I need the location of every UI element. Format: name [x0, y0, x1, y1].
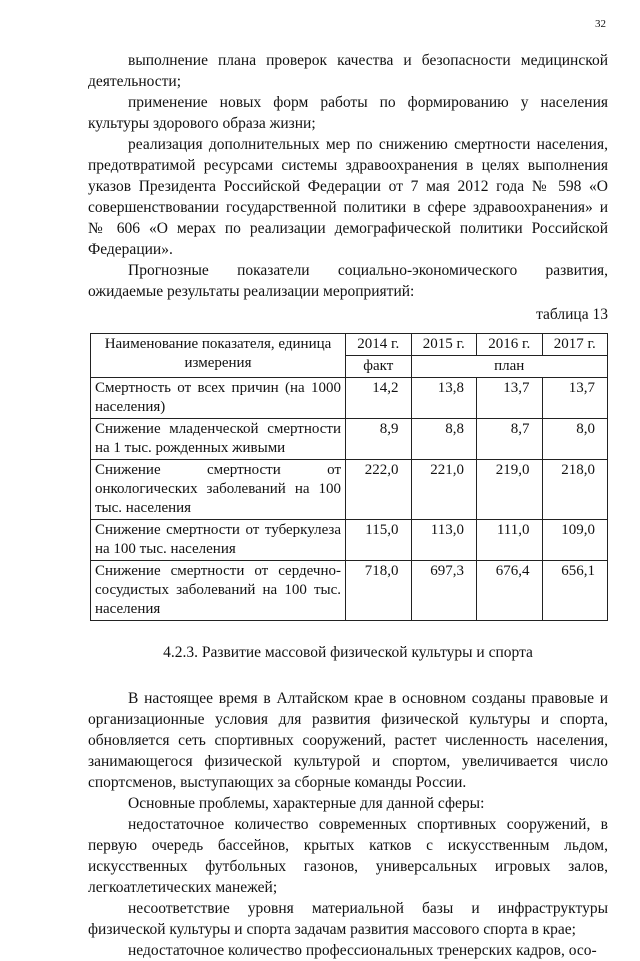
- plan-label: план: [411, 356, 608, 378]
- value-cell: 222,0: [346, 460, 412, 520]
- indicator-name: Снижение смертности от туберкулеза на 100 тыс. населения: [91, 520, 346, 561]
- paragraph: В настоящее время в Алтайском крае в основном созданы правовые и организационные условия для развития физической культуры и спорта, обновляется сеть спортивных сооружений, растет численность населения, занимающегося физической культурой и спортом, увеличивается число спортсменов, выступающих за сборные команды России.: [88, 690, 608, 791]
- indicators-table: [90, 333, 608, 621]
- value-cell: 13,8: [411, 378, 477, 419]
- table-row: [91, 419, 608, 460]
- value-cell: 8,9: [346, 419, 412, 460]
- column-header-year: 2016 г.: [477, 334, 543, 356]
- table-row: [91, 378, 608, 419]
- value-cell: 718,0: [346, 561, 412, 621]
- table-caption: таблица 13: [536, 306, 608, 323]
- paragraph: недостаточное количество современных спортивных сооружений, в первую очередь бассейнов, крытых катков с искусственным льдом, искусственных футбольных газонов, универсальных игровых залов, легкоатлетических манежей;: [88, 816, 608, 896]
- value-cell: 111,0: [477, 520, 543, 561]
- value-cell: 13,7: [477, 378, 543, 419]
- paragraph: реализация дополнительных мер по снижению смертности населения, предотвратимой ресурсами системы здравоохранения в целях выполнения указов Президента Российской Федерации от 7 мая 2012 года № 598 «О совершенствовании государственной политики в сфере здравоохранения» и № 606 «О мерах по реализации демографической политики Российской Федерации».: [88, 136, 608, 258]
- table-header-row: [91, 334, 608, 356]
- value-cell: 676,4: [477, 561, 543, 621]
- column-header-indicator: Наименование показателя, единица измерения: [91, 334, 346, 378]
- indicator-name: Снижение младенческой смертности на 1 тыс. рожденных живыми: [91, 419, 346, 460]
- indicator-name: Смертность от всех причин (на 1000 населения): [91, 378, 346, 419]
- page-content: [88, 50, 608, 961]
- table-row: [91, 460, 608, 520]
- paragraph: Прогнозные показатели социально-экономического развития, ожидаемые результаты реализации мероприятий:: [88, 262, 608, 300]
- value-cell: 8,8: [411, 419, 477, 460]
- paragraph: применение новых форм работы по формированию у населения культуры здорового образа жизни;: [88, 94, 608, 132]
- value-cell: 8,0: [542, 419, 608, 460]
- value-cell: 697,3: [411, 561, 477, 621]
- paragraph: Основные проблемы, характерные для данной сферы:: [128, 795, 485, 812]
- value-cell: 109,0: [542, 520, 608, 561]
- column-header-year: 2014 г.: [346, 334, 412, 356]
- fact-label: факт: [346, 356, 412, 378]
- value-cell: 656,1: [542, 561, 608, 621]
- value-cell: 218,0: [542, 460, 608, 520]
- indicator-name: Снижение смертности от онкологических заболеваний на 100 тыс. населения: [91, 460, 346, 520]
- value-cell: 113,0: [411, 520, 477, 561]
- paragraph: несоответствие уровня материальной базы и инфраструктуры физической культуры и спорта задачам развития массового спорта в крае;: [88, 900, 608, 938]
- table-row: [91, 561, 608, 621]
- paragraph: выполнение плана проверок качества и безопасности медицинской деятельности;: [88, 52, 608, 90]
- value-cell: 14,2: [346, 378, 412, 419]
- value-cell: 115,0: [346, 520, 412, 561]
- column-header-year: 2015 г.: [411, 334, 477, 356]
- section-heading: 4.2.3. Развитие массовой физической культуры и спорта: [163, 644, 533, 661]
- indicator-name: Снижение смертности от сердечно-сосудистых заболеваний на 100 тыс. населения: [91, 561, 346, 621]
- table-row: [91, 520, 608, 561]
- value-cell: 219,0: [477, 460, 543, 520]
- paragraph: недостаточное количество профессиональных тренерских кадров, осо-: [128, 942, 597, 959]
- page-number: 32: [595, 18, 606, 30]
- column-header-year: 2017 г.: [542, 334, 608, 356]
- value-cell: 8,7: [477, 419, 543, 460]
- value-cell: 221,0: [411, 460, 477, 520]
- value-cell: 13,7: [542, 378, 608, 419]
